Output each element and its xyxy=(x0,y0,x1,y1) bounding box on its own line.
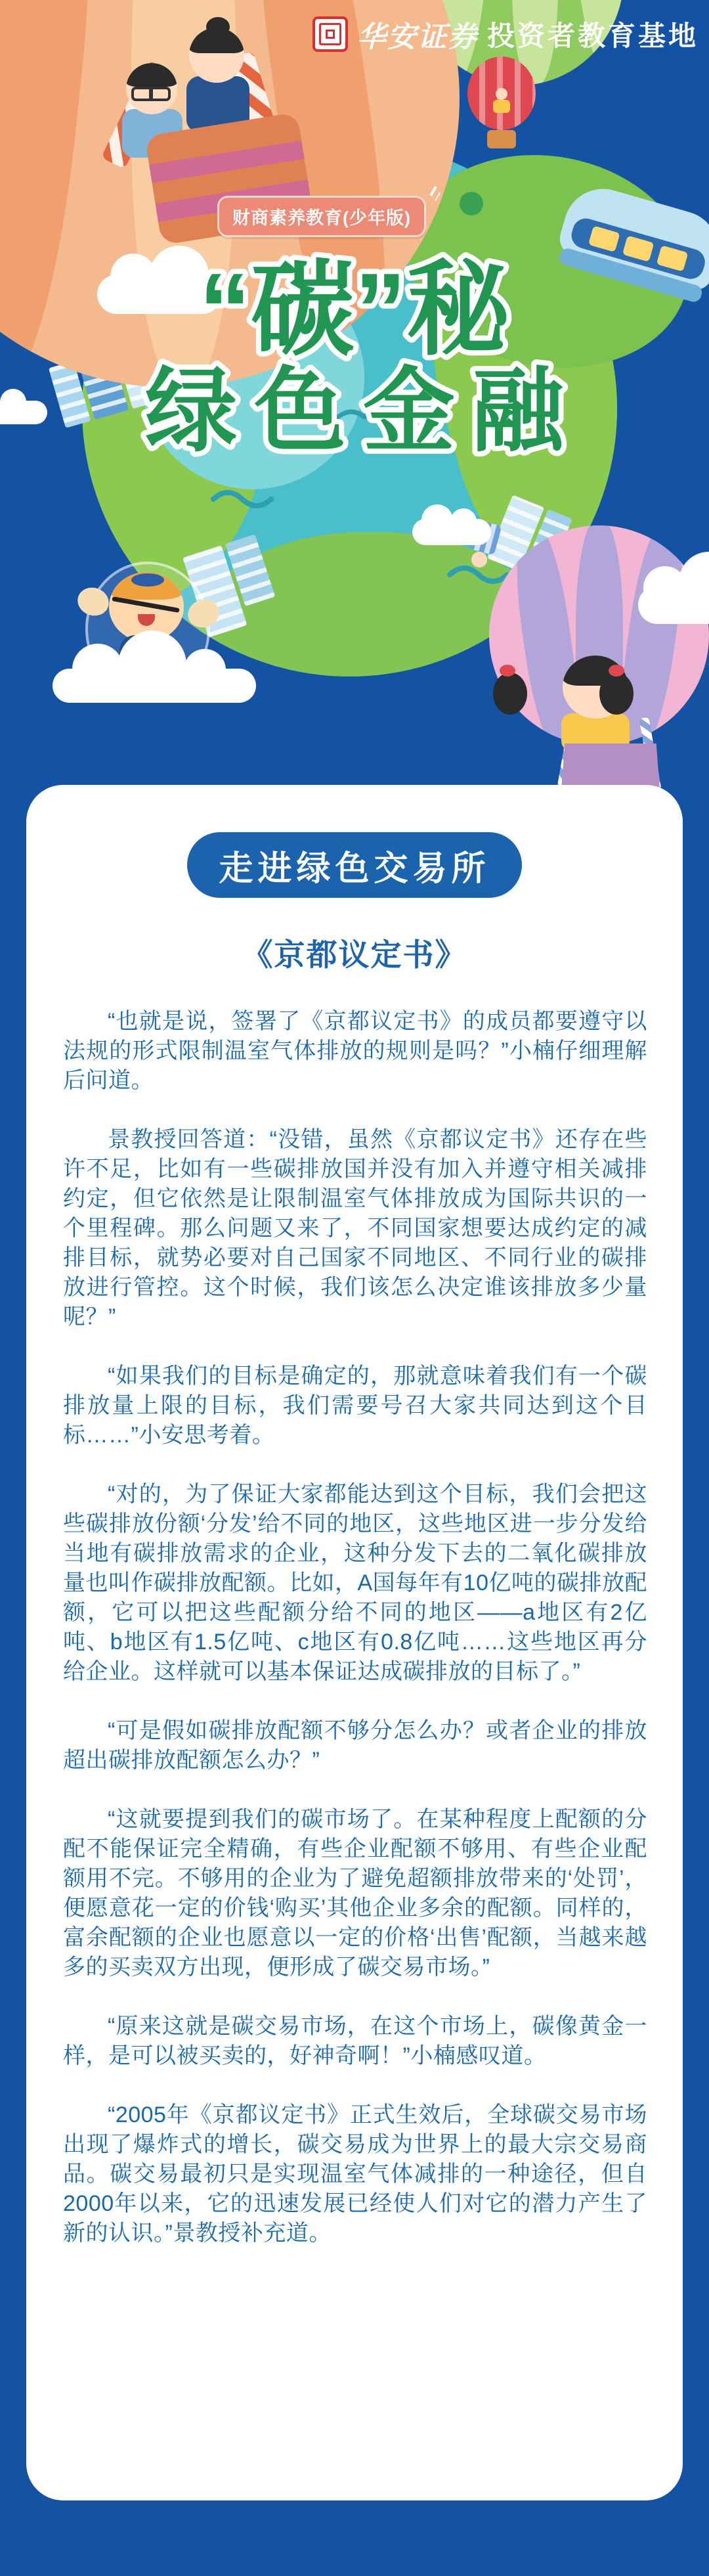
boy-hair xyxy=(126,63,177,87)
article-card xyxy=(26,785,683,2500)
paragraph-2: 景教授回答道：“没错，虽然《京都议定书》还存在些许不足，比如有一些碳排放国并没有加入并遵守相关减排约定，但它依然是让限制温室气体排放成为国际共识的一个里程碑。那么问题又来了，不同国家想要达成约定的减排目标，就势必要对自己国家不同地区、不同行业的碳排放进行管控。这个时候，我们该怎么决定谁该排放多少量呢？” xyxy=(63,1127,647,1329)
cloud-puff xyxy=(450,508,477,535)
cloud-illustration xyxy=(412,519,491,545)
paragraph-8: “2005年《京都议定书》正式生效后，全球碳交易市场出现了爆炸式的增长，碳交易成为世界上的最大宗交易商品。碳交易最初只是实现温室气体减排的一种途径，但自 2000年以来，它的迅速发展已经使人们对它的潜力产生了新的认识。”景教授补充道。 xyxy=(63,2102,647,2246)
red-balloon-basket xyxy=(487,130,516,148)
brand-name: 华安证券 xyxy=(356,20,478,54)
title-line-1: “碳”秘 xyxy=(199,252,510,368)
brand-suffix: 投资者教育基地 xyxy=(486,20,698,51)
ponytail xyxy=(206,17,230,37)
balloon-girl-illustration xyxy=(563,655,630,751)
glasses-icon xyxy=(131,87,171,101)
seal-icon xyxy=(312,16,348,52)
mascot-mouth xyxy=(138,614,155,626)
pigtail xyxy=(493,673,527,715)
article-body xyxy=(63,1007,647,2278)
cloud-puff xyxy=(184,649,226,691)
hair-bow xyxy=(500,665,515,677)
paragraph-7: “原来这就是碳交易市场，在这个市场上，碳像黄金一样，是可以被买卖的，好神奇啊！”小楠感叹道。 xyxy=(63,2014,647,2068)
red-balloon-kid xyxy=(493,100,510,113)
document-title: 《京都议定书》 xyxy=(242,937,467,972)
series-badge: 财商素养教育(少年版) xyxy=(217,196,426,237)
paragraph-5: “可是假如碳排放配额不够分怎么办？或者企业的排放超出碳排放配额怎么办？” xyxy=(63,1718,647,1773)
basket-stripe xyxy=(149,141,304,183)
paragraph-3: “如果我们的目标是确定的，那就意味着我们有一个碳排放量上限的目标，我们需要号召大家共同达到这个目标……”小安思考着。 xyxy=(63,1364,647,1448)
pigtail xyxy=(599,673,634,715)
hair-bow xyxy=(609,665,624,677)
cloud-puff xyxy=(421,504,453,536)
paragraph-6: “这就要提到我们的碳市场了。在某种程度上配额的分配不能保证完全精确，有些企业配额不够用、有些企业配额用不完。不够用的企业为了避免超额排放带来的‘处罚’，便愿意花一定的价钱‘购买’其他企业多余的配额。同样的，富余配额的企业也愿意以一定的价格‘出售’配额，当越来越多的买卖双方出现，便形成了碳交易市场。” xyxy=(63,1807,647,1980)
hero-illustration xyxy=(0,0,709,785)
cloud-puff xyxy=(118,631,186,699)
section-title-button: 走进绿色交易所 xyxy=(187,832,522,898)
title-line-2: 绿色金融 xyxy=(144,359,582,462)
paragraph-1: “也就是说，签署了《京都议定书》的成员都要遵守以法规的形式限制温室气体排放的规则是吗？”小楠仔细理解后问道。 xyxy=(63,1009,647,1093)
poster-title xyxy=(0,242,709,465)
mascot-beret xyxy=(131,573,164,587)
girl-illustration xyxy=(189,28,249,133)
brand-logo xyxy=(312,13,698,55)
cloud-illustration xyxy=(53,669,256,703)
tree-icon xyxy=(460,192,483,215)
cloud-illustration xyxy=(638,586,709,624)
boy-head xyxy=(126,63,177,114)
cloud-puff xyxy=(72,644,123,695)
paragraph-4: “对的，为了保证大家都能达到这个目标，我们会把这些碳排放份额‘分发’给不同的地区，这些地区进一步分发给当地有碳排放需求的企业，这种分发下去的二氧化碳排放量也叫作碳排放配额。比如，A国每年有10亿吨的碳排放配额，它可以把这些配额分给不同的地区——a地区有2亿吨、b地区有1.5亿吨、c地区有0.8亿吨……这些地区再分给企业。这样就可以基本保证达成碳排放的目标了。” xyxy=(63,1482,647,1684)
red-balloon-illustration xyxy=(467,56,536,148)
